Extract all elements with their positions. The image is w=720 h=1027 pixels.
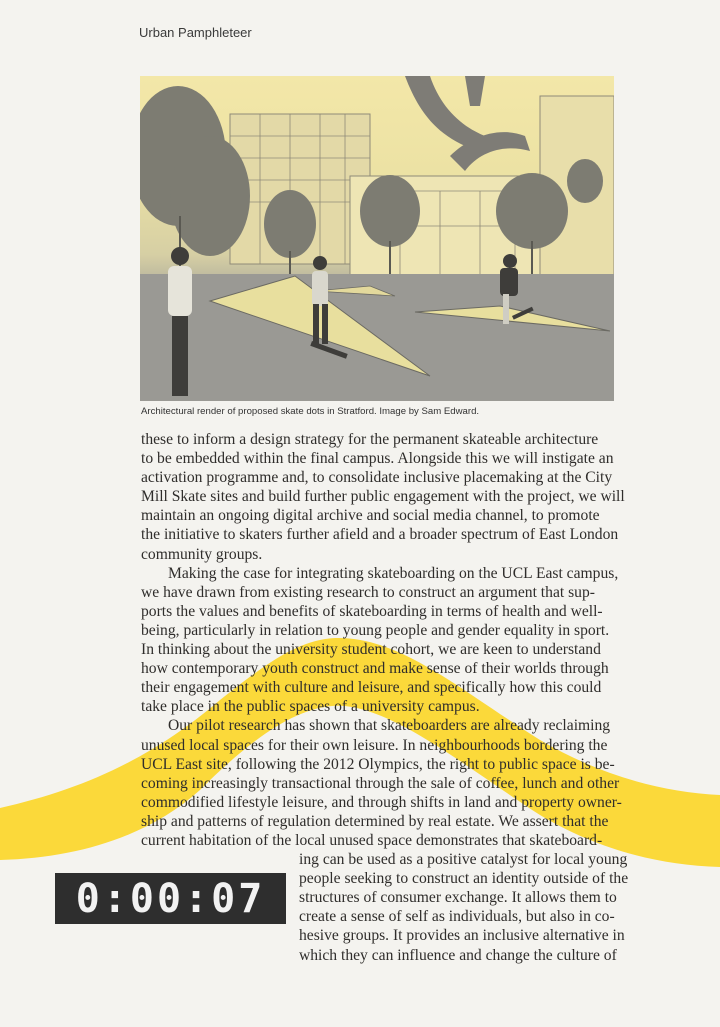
body-line: these to inform a design strategy for the permanent skateable architecture	[141, 431, 599, 448]
body-line: the initiative to skaters further afield and a broader spectrum of East London	[141, 526, 619, 544]
body-line: their engagement with culture and leisure, and specifically how this could	[141, 679, 602, 697]
body-line: unused local spaces for their own leisure. In neighbourhoods bordering the	[141, 736, 608, 754]
body-line: coming increasingly transactional through the sale of coffee, lunch and other	[141, 774, 620, 792]
body-line: take place in the public spaces of a university campus.	[141, 698, 480, 716]
body-line: maintain an ongoing digital archive and social media channel, to promote	[141, 507, 600, 525]
body-line: current habitation of the local unused space demonstrates that skateboard-	[141, 831, 603, 849]
body-line: which they can influence and change the culture of	[299, 946, 617, 964]
figure-caption: Architectural render of proposed skate dots in Stratford. Image by Sam Edward.	[141, 406, 480, 417]
timer-display	[55, 873, 286, 924]
body-line: community groups.	[141, 545, 263, 563]
body-line: to be embedded within the final campus. Alongside this we will instigate an	[141, 450, 614, 468]
body-line: ing can be used as a positive catalyst for local young	[299, 851, 628, 869]
architectural-render-image	[140, 76, 614, 401]
body-line: activation programme and, to consolidate inclusive placemaking at the City	[141, 469, 613, 487]
body-line: how contemporary youth construct and make sense of their worlds through	[141, 660, 609, 678]
body-line: structures of consumer exchange. It allows them to	[299, 889, 617, 907]
body-line: Mill Skate sites and build further public engagement with the project, we will	[141, 488, 625, 506]
paragraph-start-line: Our pilot research has shown that skateboarders are already reclaiming	[168, 717, 611, 735]
running-header: Urban Pamphleteer	[139, 25, 252, 40]
body-line: ports the values and benefits of skateboarding in terms of health and well-	[141, 602, 603, 620]
body-line: being, particularly in relation to young people and gender equality in sport.	[141, 621, 610, 639]
body-line: create a sense of self as individuals, but also in co-	[299, 908, 615, 926]
body-line: hesive groups. It provides an inclusive alternative in	[299, 927, 625, 945]
body-line: people seeking to construct an identity outside of the	[299, 870, 629, 888]
body-line: UCL East site, following the 2012 Olympics, the right to public space is be-	[141, 755, 615, 773]
timer-value: 0:00:07	[75, 875, 266, 922]
body-line: we have drawn from existing research to construct an argument that sup-	[141, 583, 595, 601]
body-line: ship and patterns of regulation determined by real estate. We assert that the	[141, 812, 609, 830]
paragraph-start-line: Making the case for integrating skateboarding on the UCL East campus,	[168, 564, 619, 582]
body-line: In thinking about the university student cohort, we are keen to understand	[141, 641, 601, 659]
body-line: commodified lifestyle leisure, and through shifts in land and property owner-	[141, 793, 622, 811]
